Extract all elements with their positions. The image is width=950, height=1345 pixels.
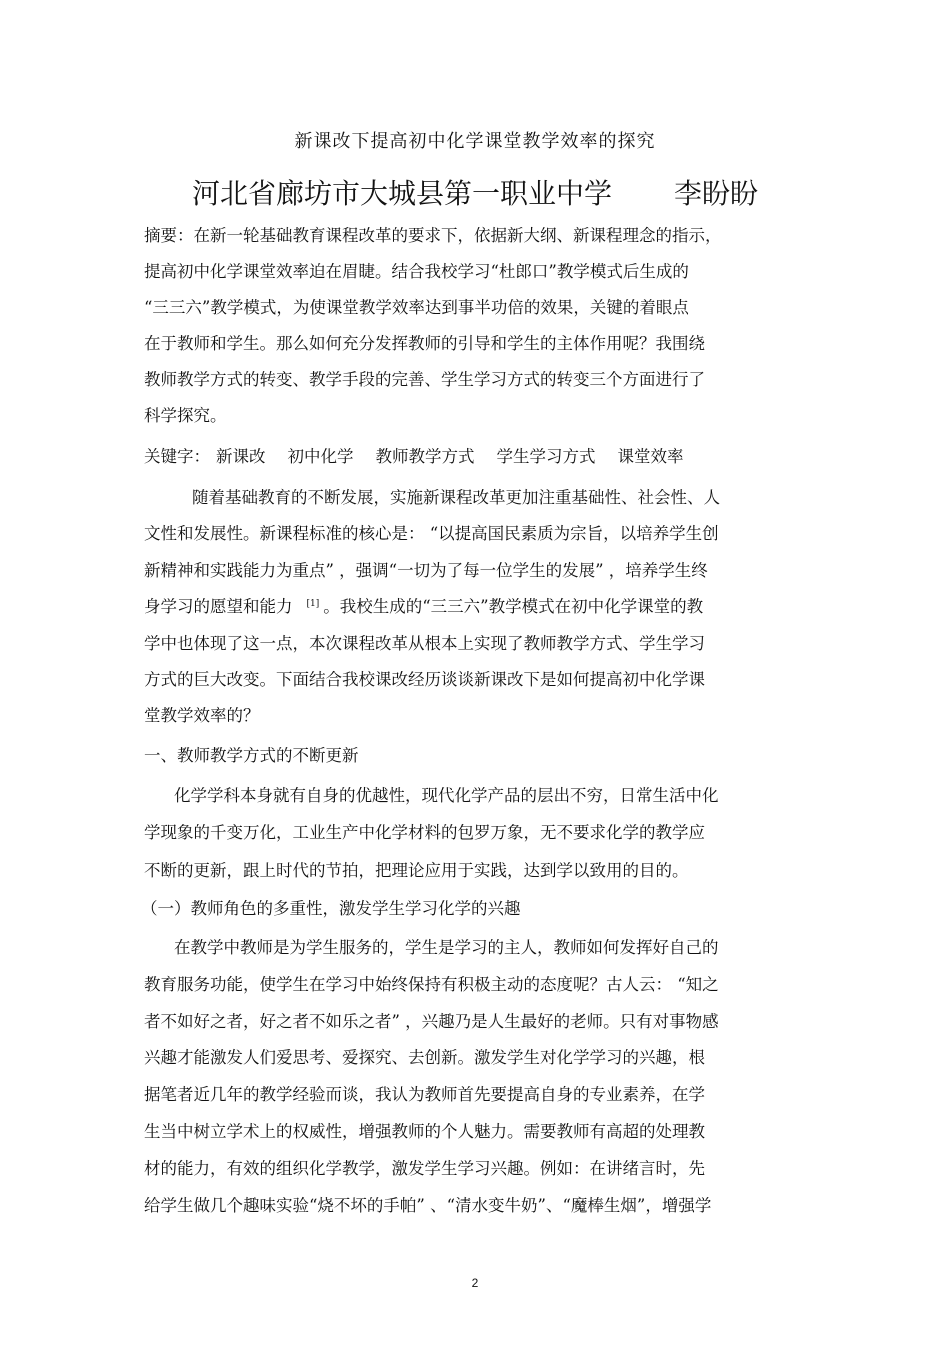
keywords-label: 关键字： (144, 447, 210, 466)
subsection-line: 据笔者近几年的教学经验而谈，我认为教师首先要提高自身的专业素养，在学 (144, 1085, 705, 1104)
document-title: 新课改下提高初中化学课堂教学效率的探究 (294, 131, 656, 152)
keyword: 教师教学方式 (375, 447, 475, 466)
subsection-line: 生当中树立学术上的权威性，增强教师的个人魅力。需要教师有高超的处理教 (144, 1122, 705, 1141)
subsection-line: 材的能力，有效的组织化学教学，激发学生学习兴趣。例如：在讲绪言时，先 (144, 1159, 705, 1178)
intro-line: 方式的巨大改变。下面结合我校课改经历谈谈新课改下是如何提高初中化学课 (144, 670, 705, 689)
abstract-line: 科学探究。 (144, 406, 227, 425)
intro-line: 堂教学效率的？ (144, 706, 260, 725)
subsection-line: 在教学中教师是为学生服务的，学生是学习的主人，教师如何发挥好自己的 (174, 938, 719, 957)
abstract-line: 教师教学方式的转变、教学手段的完善、学生学习方式的转变三个方面进行了 (144, 370, 705, 389)
keyword: 初中化学 (287, 447, 354, 466)
subsection-line: 教育服务功能，使学生在学习中始终保持有积极主动的态度呢？古人云： “知之 (144, 975, 719, 994)
page-number: 2 (471, 1276, 479, 1290)
intro-line: 新精神和实践能力为重点” ，强调“一切为了每一位学生的发展” ，培养学生终 (144, 561, 708, 580)
keyword: 新课改 (216, 447, 266, 466)
citation-ref: [1] (306, 599, 320, 609)
author-school: 河北省廊坊市大城县第一职业中学 (191, 177, 612, 210)
section-line: 不断的更新，跟上时代的节拍，把理论应用于实践，达到学以致用的目的。 (144, 861, 689, 880)
abstract-line: 摘要：在新一轮基础教育课程改革的要求下，依据新大纲、新课程理念的指示， (144, 226, 722, 245)
author-line (0, 172, 950, 212)
abstract-line: “三三六”教学模式，为使课堂教学效率达到事半功倍的效果，关键的着眼点 (144, 298, 689, 317)
subsection-line: 给学生做几个趣味实验“烧不坏的手帕” 、“清水变牛奶”、“魔棒生烟”，增强学 (144, 1196, 712, 1215)
intro-line (144, 596, 703, 621)
subsection-heading: （一）教师角色的多重性，激发学生学习化学的兴趣 (141, 899, 521, 918)
keywords-line (144, 446, 706, 468)
abstract-line: 提高初中化学课堂效率迫在眉睫。结合我校学习“杜郎口”教学模式后生成的 (144, 262, 689, 281)
section-line: 学现象的千变万化，工业生产中化学材料的包罗万象，无不要求化学的教学应 (144, 823, 705, 842)
abstract-line: 在于教师和学生。那么如何充分发挥教师的引导和学生的主体作用呢？我围绕 (144, 334, 705, 353)
keyword: 课堂效率 (617, 447, 684, 466)
subsection-line: 者不如好之者，好之者不如乐之者” ，兴趣乃是人生最好的老师。只有对事物感 (144, 1012, 719, 1031)
intro-text: 。我校生成的“三三六”教学模式在初中化学课堂的教 (323, 597, 704, 616)
intro-text: 身学习的愿望和能力 (144, 597, 293, 616)
intro-line: 文性和发展性。新课程标准的核心是： “以提高国民素质为宗旨，以培养学生创 (144, 524, 719, 543)
intro-line: 学中也体现了这一点，本次课程改革从根本上实现了教师教学方式、学生学习 (144, 634, 705, 653)
subsection-line: 兴趣才能激发人们爱思考、爱探究、去创新。激发学生对化学学习的兴趣，根 (144, 1048, 705, 1067)
section-line: 化学学科本身就有自身的优越性，现代化学产品的层出不穷，日常生活中化 (174, 786, 719, 805)
author-name: 李盼盼 (674, 177, 759, 210)
keyword: 学生学习方式 (496, 447, 596, 466)
section-heading: 一、教师教学方式的不断更新 (144, 746, 359, 765)
intro-line: 随着基础教育的不断发展，实施新课程改革更加注重基础性、社会性、人 (192, 488, 720, 507)
